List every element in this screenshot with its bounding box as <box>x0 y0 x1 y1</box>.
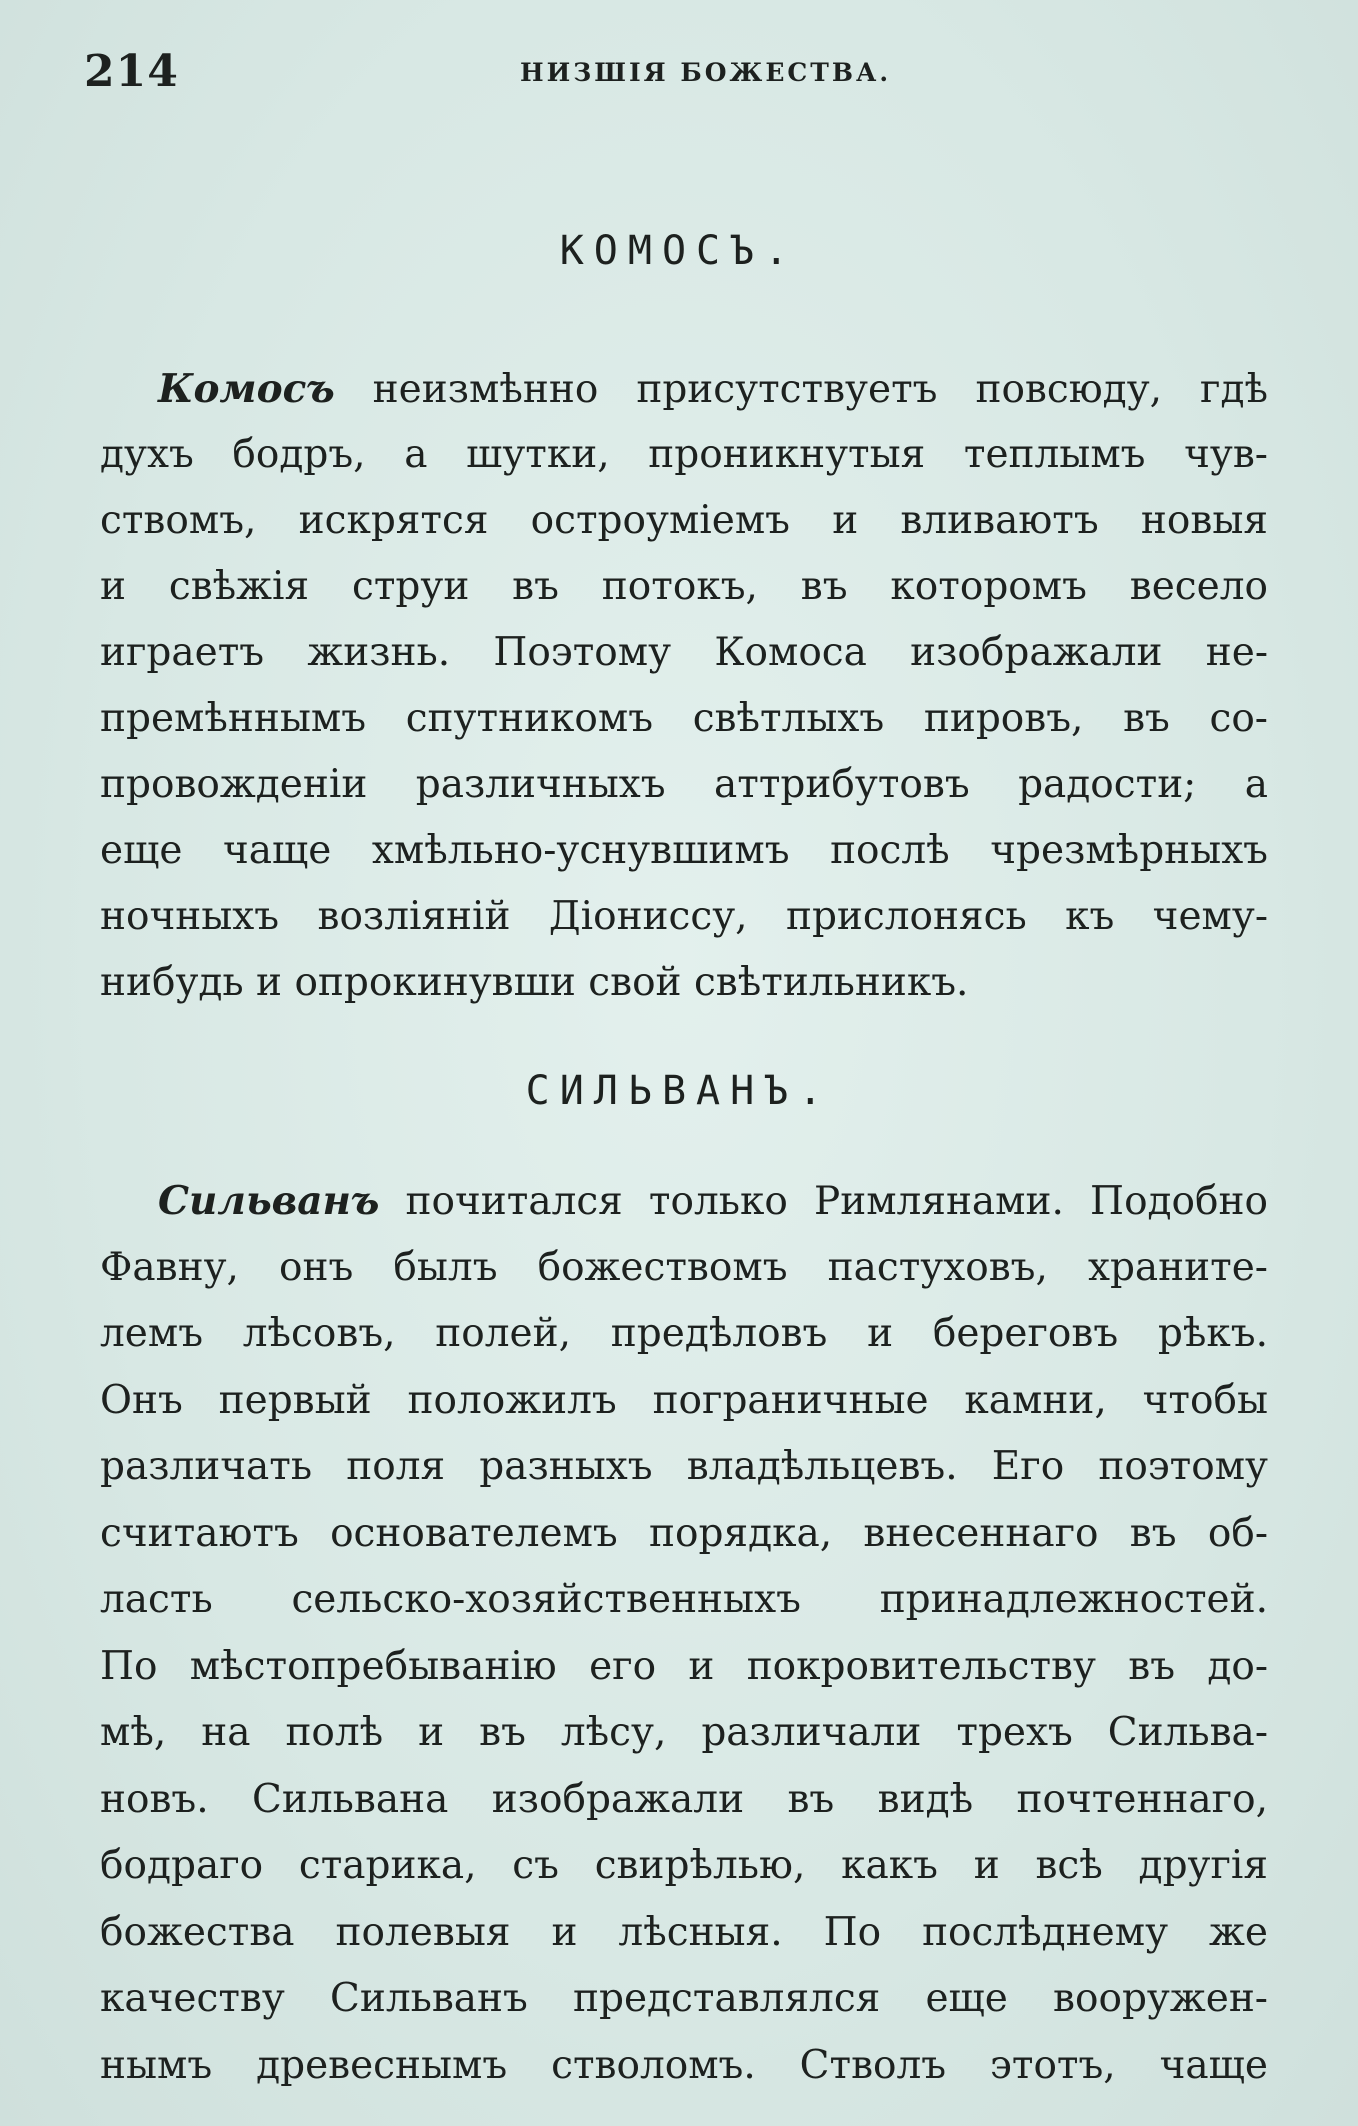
text-line: бодраго старика, съ свирѣлью, какъ и всѣ другія <box>100 1843 1268 1888</box>
text-line: качеству Сильванъ представлялся еще вооружен- <box>100 1976 1268 2021</box>
text-line: божества полевыя и лѣсныя. По послѣднему же <box>100 1909 1268 1955</box>
running-head <box>84 46 1284 106</box>
text-line: Фавну, онъ былъ божествомъ пастуховъ, храните- <box>100 1244 1268 1290</box>
text-line: ствомъ, искрятся остроуміемъ и вливаютъ новыя <box>100 498 1268 543</box>
section-title-silvan: СИЛЬВАНЪ. <box>525 1068 833 1114</box>
page-number: 214 <box>84 46 179 97</box>
text-line: различать поля разныхъ владѣльцевъ. Его поэтому <box>100 1444 1268 1489</box>
text-line: Сильванъ почитался только Римлянами. Подобно <box>158 1178 1268 1224</box>
text-line: мѣ, на полѣ и въ лѣсу, различали трехъ Сильва- <box>100 1710 1268 1755</box>
text-line: ночныхъ возліяній Діониссу, прислонясь къ чему- <box>100 894 1268 939</box>
text-line: духъ бодръ, а шутки, проникнутыя теплымъ чув- <box>100 432 1268 477</box>
text-line: Комосъ неизмѣнно присутствуетъ повсюду, гдѣ <box>158 366 1268 412</box>
lead-word: Комосъ <box>158 366 335 412</box>
text-line: провожденіи различныхъ аттрибутовъ радости; а <box>100 762 1268 807</box>
paragraph-silvan <box>100 1168 1268 2099</box>
paragraph-komos <box>100 356 1268 1016</box>
text-line: новъ. Сильвана изображали въ видѣ почтеннаго, <box>100 1776 1268 1822</box>
text-line: нибудь и опрокинувши свой свѣтильникъ. <box>100 960 969 1005</box>
text-line: нымъ древеснымъ стволомъ. Стволъ этотъ, чаще <box>100 2042 1268 2088</box>
running-title: НИЗШІЯ БОЖЕСТВА. <box>520 58 892 87</box>
text-line: считаютъ основателемъ порядка, внесеннаго въ об- <box>100 1510 1268 1556</box>
text-line: премѣннымъ спутникомъ свѣтлыхъ пировъ, въ со- <box>100 696 1268 741</box>
text-line: лемъ лѣсовъ, полей, предѣловъ и береговъ рѣкъ. <box>100 1311 1268 1356</box>
text-line: Онъ первый положилъ пограничные камни, чтобы <box>100 1377 1268 1423</box>
text-line: ласть сельско-хозяйственныхъ принадлежностей. <box>100 1577 1268 1622</box>
text-line: и свѣжія струи въ потокъ, въ которомъ весело <box>100 564 1268 609</box>
text-line: еще чаще хмѣльно-уснувшимъ послѣ чрезмѣрныхъ <box>100 828 1268 873</box>
section-title-komos: КОМОСЪ. <box>559 228 799 274</box>
text-line: играетъ жизнь. Поэтому Комоса изображали не- <box>100 630 1268 675</box>
lead-word: Сильванъ <box>158 1178 380 1224</box>
text-line: По мѣстопребыванію его и покровительству въ до- <box>100 1643 1268 1689</box>
